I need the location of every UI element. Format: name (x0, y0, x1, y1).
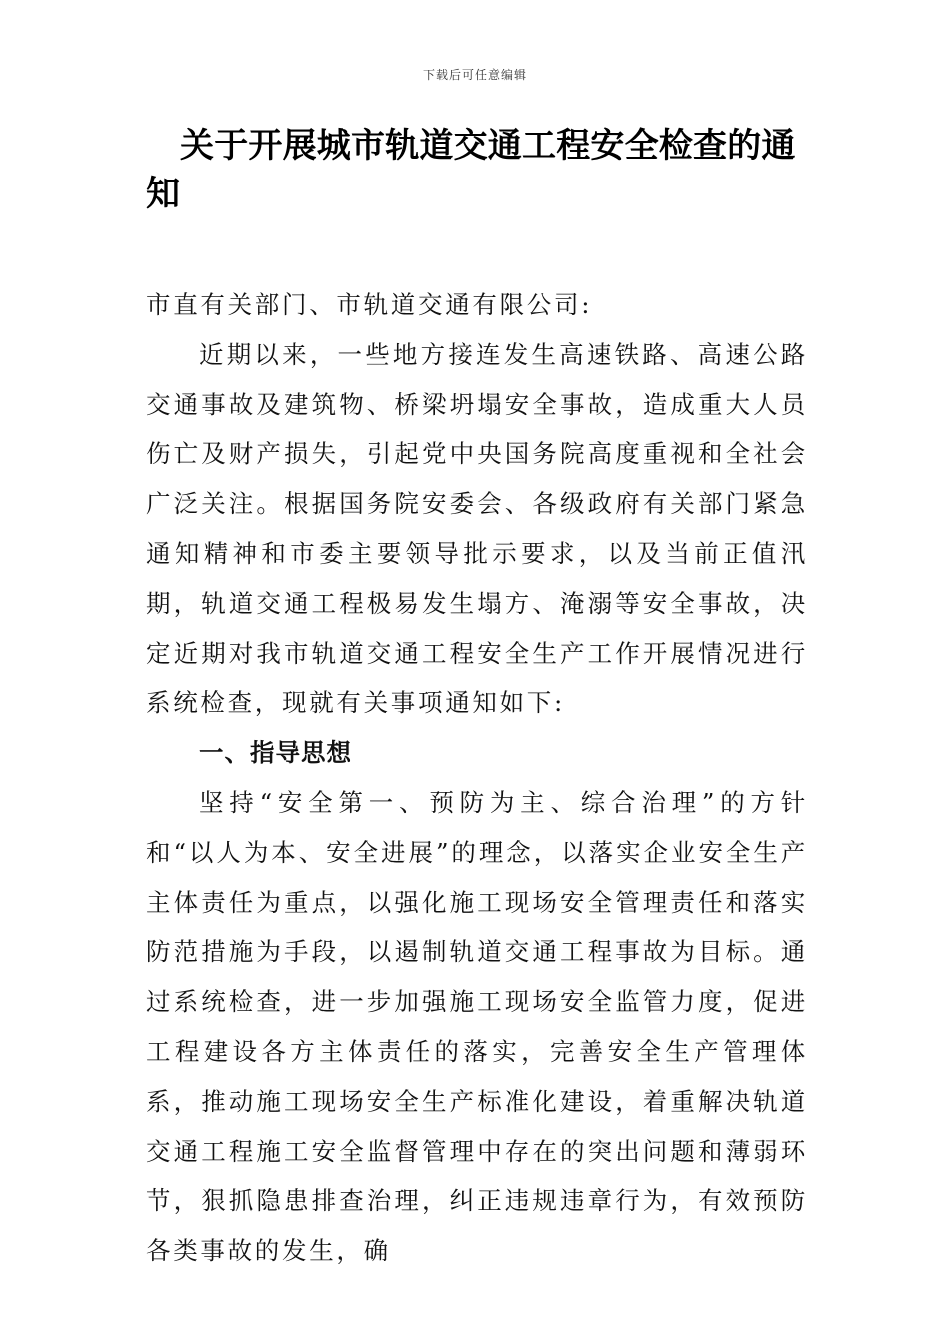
document-title: 关于开展城市轨道交通工程安全检查的通知 (146, 126, 796, 214)
document-body (146, 280, 808, 1276)
paragraph-intro: 近期以来，一些地方接连发生高速铁路、高速公路交通事故及建筑物、桥梁坍塌安全事故，造成重大人员伤亡及财产损失，引起党中央国务院高度重视和全社会广泛关注。根据国务院安委会、各级政府有关部门紧急通知精神和市委主要领导批示要求，以及当前正值汛期，轨道交通工程极易发生塌方、淹溺等安全事故，决定近期对我市轨道交通工程安全生产工作开展情况进行系统检查，现就有关事项通知如下: (146, 339, 808, 718)
section-heading-guiding-ideology: 一、指导思想 (199, 738, 352, 768)
salutation: 市直有关部门、市轨道交通有限公司: (146, 290, 593, 319)
paragraph-guiding-ideology: 坚持“安全第一、预防为主、综合治理”的方针和“以人为本、安全进展”的理念，以落实企业安全生产主体责任为重点，以强化施工现场安全管理责任和落实防范措施为手段，以遏制轨道交通工程事故为目标。通过系统检查，进一步加强施工现场安全监管力度，促进工程建设各方主体责任的落实，完善安全生产管理体系，推动施工现场安全生产标准化建设，着重解决轨道交通工程施工安全监督管理中存在的突出问题和薄弱环节，狠抓隐患排查治理，纠正违规违章行为，有效预防各类事故的发生，确 (146, 787, 808, 1266)
header-note: 下载后可任意编辑 (422, 68, 527, 82)
